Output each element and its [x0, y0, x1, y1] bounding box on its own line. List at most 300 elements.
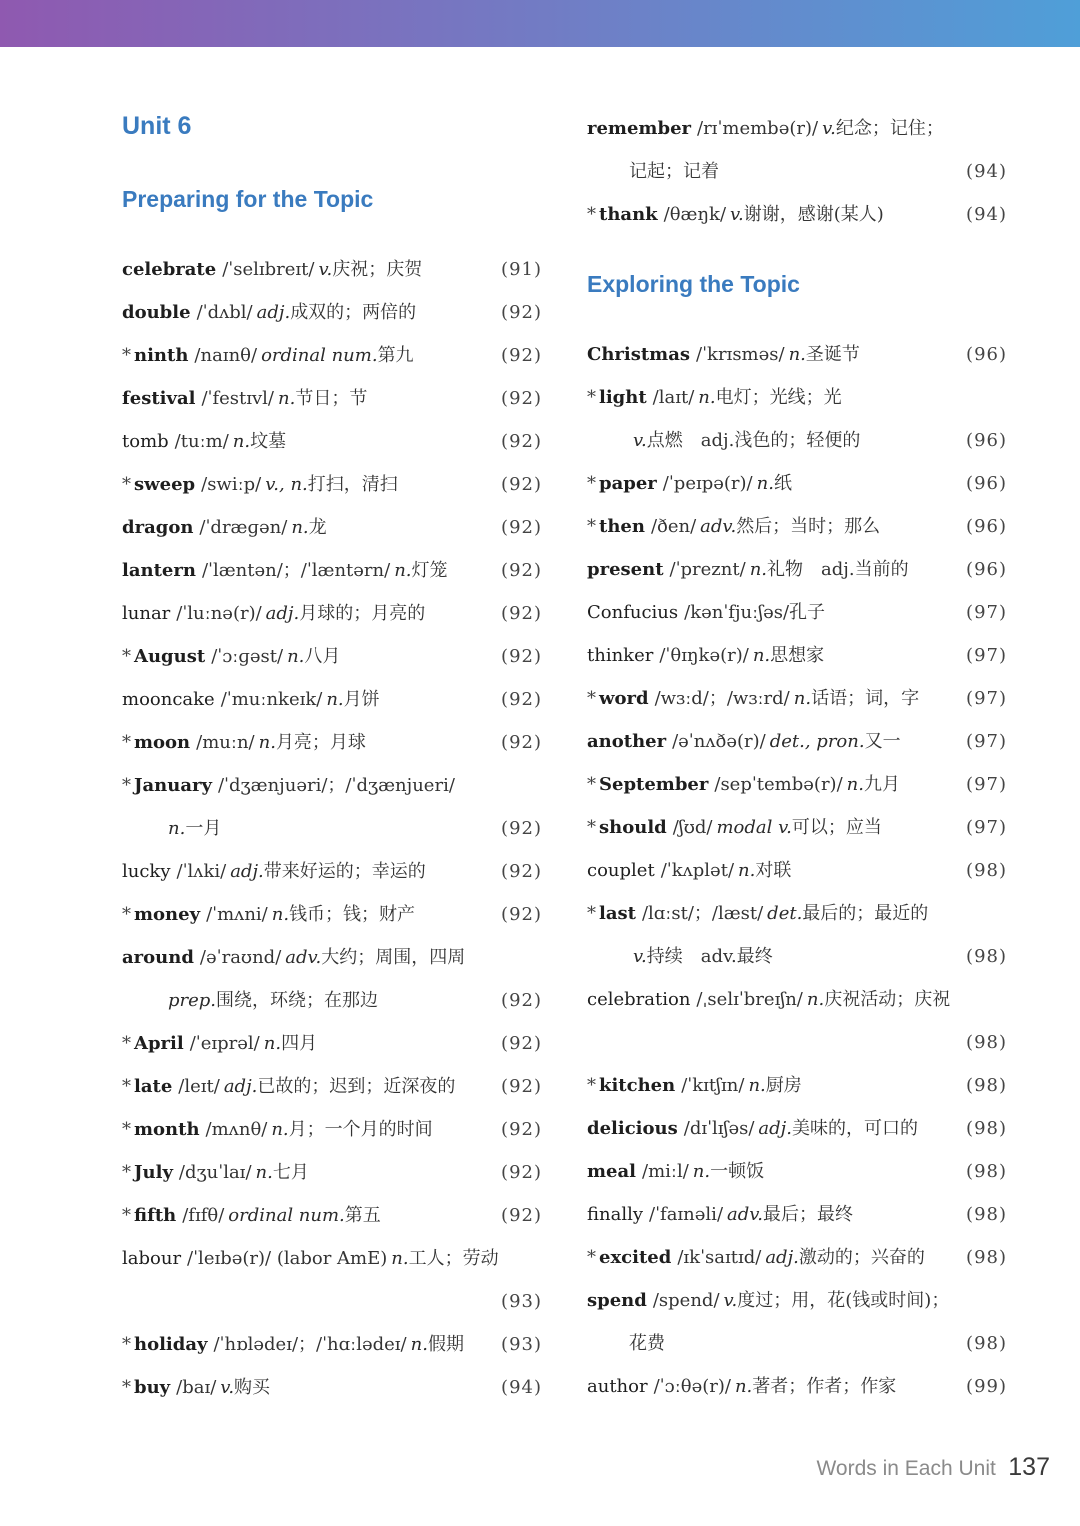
headword: then — [599, 516, 645, 537]
phonetic: /ˈpreznt/ — [669, 559, 746, 580]
phonetic: /kənˈfjuːʃəs/ — [684, 602, 790, 623]
part-of-speech: adj. — [223, 1076, 258, 1097]
chinese-meaning: 九月 — [863, 774, 900, 795]
phonetic: /ˈfaɪnəli/ — [649, 1204, 724, 1225]
page-reference: (92) — [501, 689, 542, 710]
entry-body — [122, 377, 367, 420]
page-reference: (98) — [966, 860, 1007, 881]
headword: around — [122, 947, 194, 968]
part-of-speech: n. — [258, 732, 276, 753]
phonetic: /spend/ — [652, 1290, 720, 1311]
phonetic: /baɪ/ — [176, 1377, 217, 1398]
new-word-marker: * — [122, 1076, 131, 1097]
phonetic: /ˈeɪprəl/ — [189, 1033, 260, 1054]
entry-body — [587, 720, 901, 763]
entry-body — [587, 1279, 949, 1322]
page-reference: (96) — [966, 473, 1007, 494]
page-reference: (92) — [501, 560, 542, 581]
chinese-meaning: 最后；最终 — [763, 1204, 854, 1225]
phonetic: /ˈdræɡən/ — [199, 517, 288, 538]
page-reference: (92) — [501, 1205, 542, 1226]
page-reference: (92) — [501, 904, 542, 925]
vocab-entry — [122, 1237, 542, 1280]
entry-body — [122, 979, 378, 1022]
phonetic: /ˈluːnə(r)/ — [176, 603, 262, 624]
chinese-meaning: 思想家 — [770, 645, 825, 666]
new-word-marker: * — [587, 1075, 596, 1096]
chinese-meaning: 围绕，环绕；在那边 — [216, 990, 379, 1011]
vocab-entry — [587, 419, 1007, 462]
part-of-speech: adj. — [230, 861, 264, 882]
phonetic: /ˈɔːθə(r)/ — [653, 1376, 731, 1397]
page-reference: (98) — [966, 1247, 1007, 1268]
entry-body — [122, 936, 465, 979]
headword: another — [587, 731, 667, 752]
entry-body — [122, 291, 416, 334]
headword: couplet — [587, 860, 655, 881]
part-of-speech: modal v. — [716, 817, 792, 838]
part-of-speech: v. — [723, 1290, 738, 1311]
chinese-meaning: 月亮；月球 — [275, 732, 366, 753]
phonetic: /ˈlʌki/ — [176, 861, 227, 882]
page-reference: (98) — [966, 1032, 1007, 1053]
chinese-meaning: 持续 adv.最终 — [646, 946, 773, 967]
chinese-meaning: 第五 — [344, 1205, 381, 1226]
section-title-exploring: Exploring the Topic — [587, 271, 800, 297]
phonetic: /ˈmʌni/ — [206, 904, 268, 925]
vocab-entry — [587, 1107, 1007, 1150]
phonetic: /mʌnθ/ — [205, 1119, 268, 1140]
vocab-entry — [122, 1194, 542, 1237]
headword: Confucius — [587, 602, 679, 623]
phonetic: /muːn/ — [196, 732, 255, 753]
page-reference: (98) — [966, 1333, 1007, 1354]
headword: thinker — [587, 645, 654, 666]
vocab-entry — [587, 1322, 1007, 1365]
chinese-meaning: 假期 — [427, 1334, 464, 1355]
entry-body — [587, 150, 719, 193]
part-of-speech: adj. — [758, 1118, 792, 1139]
phonetic: /leɪt/ — [178, 1076, 220, 1097]
page-reference: (97) — [966, 645, 1007, 666]
chinese-meaning: 度过；用，花(钱或时间)； — [737, 1290, 950, 1311]
page-reference: (92) — [501, 1162, 542, 1183]
page-reference: (92) — [501, 517, 542, 538]
part-of-speech: n. — [291, 517, 309, 538]
entry-body — [587, 591, 825, 634]
part-of-speech: det. — [767, 903, 803, 924]
vocab-entry — [122, 506, 542, 549]
phonetic: /ˈkɪtʃɪn/ — [681, 1075, 745, 1096]
phonetic: /əˈnʌðə(r)/ — [672, 731, 766, 752]
vocab-entry — [587, 150, 1007, 193]
unit-title: Unit 6 — [122, 112, 192, 140]
entry-body — [587, 806, 882, 849]
phonetic: /ʃʊd/ — [672, 817, 713, 838]
new-word-marker: * — [587, 903, 596, 924]
entry-body — [587, 333, 860, 376]
chinese-meaning: 孔子 — [789, 602, 826, 623]
part-of-speech: n. — [394, 560, 412, 581]
chinese-meaning: 谢谢，感谢(某人) — [743, 204, 884, 225]
phonetic: /ˈfestɪvl/ — [201, 388, 274, 409]
chinese-meaning: 节日；节 — [295, 388, 368, 409]
entry-body — [587, 1064, 802, 1107]
headword: last — [599, 903, 636, 924]
part-of-speech: n. — [271, 1119, 289, 1140]
chinese-meaning: 纪念；记住； — [835, 118, 944, 139]
entry-body — [122, 635, 340, 678]
page-reference: (92) — [501, 990, 542, 1011]
chinese-meaning: 购买 — [234, 1377, 271, 1398]
entry-body — [587, 1107, 918, 1150]
headword: remember — [587, 118, 692, 139]
entry-body — [587, 1150, 764, 1193]
vocab-entry — [587, 978, 1007, 1021]
vocab-entry — [122, 979, 542, 1022]
vocab-entry — [122, 893, 542, 936]
entry-body — [122, 807, 221, 850]
page-reference: (97) — [966, 817, 1007, 838]
headword: present — [587, 559, 664, 580]
headword: mooncake — [122, 689, 215, 710]
new-word-marker: * — [122, 732, 131, 753]
new-word-marker: * — [587, 688, 596, 709]
vocab-entry — [587, 634, 1007, 677]
page-reference: (92) — [501, 345, 542, 366]
vocab-entry — [587, 107, 1007, 150]
entry-body — [122, 334, 414, 377]
part-of-speech: prep. — [168, 990, 217, 1011]
page-reference: (93) — [501, 1291, 542, 1312]
part-of-speech: n. — [748, 1075, 766, 1096]
vocab-entry — [587, 462, 1007, 505]
chinese-meaning: 又一 — [864, 731, 901, 752]
entry-body — [587, 1365, 896, 1408]
phonetic: /laɪt/ — [652, 387, 695, 408]
headword: kitchen — [599, 1075, 676, 1096]
chinese-meaning: 灯笼 — [411, 560, 448, 581]
page-reference: (98) — [966, 1204, 1007, 1225]
phonetic: /rɪˈmembə(r)/ — [697, 118, 819, 139]
part-of-speech: ordinal num. — [228, 1205, 345, 1226]
phonetic: /ˈmuːnkeɪk/ — [220, 689, 323, 710]
phonetic: /ˈhɒlədeɪ/；/ˈhɑːlədeɪ/ — [213, 1334, 407, 1355]
chinese-meaning: 大约；周围，四周 — [321, 947, 466, 968]
vocab-entry — [587, 591, 1007, 634]
chinese-meaning: 龙 — [308, 517, 327, 538]
new-word-marker: * — [587, 516, 596, 537]
headword: ninth — [134, 345, 189, 366]
chinese-meaning: 点燃 adj.浅色的；轻便的 — [646, 430, 861, 451]
headword: light — [599, 387, 647, 408]
phonetic: /lɑːst/；/læst/ — [641, 903, 764, 924]
headword: paper — [599, 473, 657, 494]
page-reference: (98) — [966, 946, 1007, 967]
part-of-speech: v. — [633, 946, 647, 967]
chinese-meaning: 美味的，可口的 — [791, 1118, 918, 1139]
phonetic: /ˈkrɪsməs/ — [696, 344, 785, 365]
chinese-meaning: 著者；作者；作家 — [752, 1376, 897, 1397]
vocab-entry — [587, 1064, 1007, 1107]
chinese-meaning: 记起；记着 — [629, 161, 719, 182]
vocab-entry — [587, 935, 1007, 978]
part-of-speech: adv. — [727, 1204, 764, 1225]
vocab-entry — [587, 548, 1007, 591]
page-reference: (92) — [501, 732, 542, 753]
chinese-meaning: 庆祝；庆贺 — [332, 259, 423, 280]
entry-body — [587, 1322, 665, 1365]
vocab-entry — [122, 635, 542, 678]
vocab-entry — [122, 678, 542, 721]
page-reference: (96) — [966, 344, 1007, 365]
right-top-entry-list — [587, 107, 1007, 236]
chinese-meaning: 礼物 adj.当前的 — [767, 559, 909, 580]
phonetic: /ˈpeɪpə(r)/ — [662, 473, 753, 494]
vocab-entry — [587, 1236, 1007, 1279]
entry-body — [122, 592, 425, 635]
phonetic: /θæŋk/ — [663, 204, 727, 225]
vocab-entry — [587, 505, 1007, 548]
right-entry-list — [587, 333, 1007, 1408]
part-of-speech: v. — [822, 118, 836, 139]
part-of-speech: n. — [410, 1334, 428, 1355]
vocab-entry — [587, 376, 1007, 419]
vocab-entry — [122, 1280, 542, 1323]
new-word-marker: * — [122, 1377, 131, 1398]
new-word-marker: * — [122, 1162, 131, 1183]
entry-body — [587, 763, 900, 806]
entry-body — [587, 107, 944, 150]
vocab-entry — [587, 333, 1007, 376]
part-of-speech: ordinal num. — [261, 345, 378, 366]
headword: celebrate — [122, 259, 217, 280]
phonetic: /swiːp/ — [201, 474, 262, 495]
chinese-meaning: 七月 — [272, 1162, 309, 1183]
part-of-speech: det., pron. — [769, 731, 865, 752]
chinese-meaning: 已故的；迟到；近深夜的 — [257, 1076, 456, 1097]
page-reference: (92) — [501, 1076, 542, 1097]
phonetic: /miːl/ — [642, 1161, 689, 1182]
phonetic: /sepˈtembə(r)/ — [714, 774, 843, 795]
footer-page-number: 137 — [1008, 1453, 1050, 1481]
vocab-entry — [122, 291, 542, 334]
new-word-marker: * — [587, 473, 596, 494]
phonetic: /fɪfθ/ — [182, 1205, 225, 1226]
new-word-marker: * — [122, 904, 131, 925]
headword: August — [134, 646, 206, 667]
new-word-marker: * — [587, 774, 596, 795]
phonetic: /əˈraʊnd/ — [199, 947, 282, 968]
headword: meal — [587, 1161, 636, 1182]
phonetic: /ɪkˈsaɪtɪd/ — [677, 1247, 762, 1268]
new-word-marker: * — [122, 1119, 131, 1140]
phonetic: /ˈdʒænjuəri/；/ˈdʒænjueri/ — [217, 775, 455, 796]
entry-body — [587, 892, 928, 935]
entry-body — [587, 548, 909, 591]
chinese-meaning: 月球的；月亮的 — [299, 603, 426, 624]
page-reference: (97) — [966, 774, 1007, 795]
header-gradient-bar — [0, 0, 1080, 47]
page-reference: (92) — [501, 818, 542, 839]
vocab-entry — [122, 463, 542, 506]
chinese-meaning: 圣诞节 — [805, 344, 860, 365]
vocab-entry — [122, 1022, 542, 1065]
part-of-speech: n. — [846, 774, 864, 795]
part-of-speech: v., n. — [265, 474, 308, 495]
page-reference: (97) — [966, 688, 1007, 709]
part-of-speech: n. — [278, 388, 296, 409]
vocab-entry — [587, 763, 1007, 806]
part-of-speech: n. — [168, 818, 186, 839]
chinese-meaning: 厨房 — [765, 1075, 802, 1096]
part-of-speech: adv. — [700, 516, 737, 537]
part-of-speech: n. — [698, 387, 716, 408]
vocab-entry — [122, 1323, 542, 1366]
headword: month — [134, 1119, 200, 1140]
part-of-speech: n. — [752, 645, 771, 666]
headword: holiday — [134, 1334, 208, 1355]
headword: lucky — [122, 861, 171, 882]
section-title-preparing: Preparing for the Topic — [122, 186, 374, 212]
phonetic: /ˈkʌplət/ — [660, 860, 735, 881]
part-of-speech: n. — [806, 989, 825, 1010]
headword: sweep — [134, 474, 196, 495]
new-word-marker: * — [122, 474, 131, 495]
entry-body — [587, 193, 884, 236]
headword: April — [134, 1033, 184, 1054]
chinese-meaning: 四月 — [281, 1033, 318, 1054]
page-reference: (92) — [501, 646, 542, 667]
headword: tomb — [122, 431, 169, 452]
entry-body — [122, 248, 422, 291]
page-reference: (94) — [501, 1377, 542, 1398]
headword: should — [599, 817, 667, 838]
vocab-entry — [122, 248, 542, 291]
part-of-speech: n. — [287, 646, 305, 667]
chinese-meaning: 打扫，清扫 — [307, 474, 398, 495]
vocab-entry — [587, 677, 1007, 720]
headword: labour — [122, 1248, 182, 1269]
part-of-speech: adj. — [256, 302, 291, 323]
entry-body — [587, 505, 880, 548]
headword: July — [134, 1162, 173, 1183]
phonetic: /ˈθɪŋkə(r)/ — [659, 645, 749, 666]
headword: word — [599, 688, 649, 709]
page-reference: (98) — [966, 1118, 1007, 1139]
new-word-marker: * — [122, 1033, 131, 1054]
vocab-entry — [587, 1150, 1007, 1193]
part-of-speech: adv. — [285, 947, 322, 968]
page-footer — [816, 1453, 1050, 1482]
entry-body — [587, 419, 860, 462]
page-reference: (92) — [501, 431, 542, 452]
entry-body — [122, 549, 448, 592]
entry-body — [122, 1237, 499, 1280]
part-of-speech: v. — [220, 1377, 235, 1398]
chinese-meaning: 一顿饭 — [710, 1161, 765, 1182]
vocab-entry — [122, 1366, 542, 1409]
vocab-entry — [122, 334, 542, 377]
chinese-meaning: 月；一个月的时间 — [288, 1119, 433, 1140]
page-reference: (92) — [501, 1033, 542, 1054]
page-reference: (92) — [501, 603, 542, 624]
entry-body — [587, 935, 773, 978]
headword: Christmas — [587, 344, 691, 365]
vocab-entry — [122, 1108, 542, 1151]
chinese-meaning: 电灯；光线；光 — [715, 387, 842, 408]
headword: lantern — [122, 560, 196, 581]
phonetic: /ðen/ — [650, 516, 697, 537]
part-of-speech: v. — [633, 430, 647, 451]
entry-body — [122, 1194, 381, 1237]
page-reference: (96) — [966, 516, 1007, 537]
phonetic: /ˌselɪˈbreɪʃn/ — [696, 989, 803, 1010]
vocab-entry — [587, 1279, 1007, 1322]
vocab-entry — [587, 892, 1007, 935]
headword: celebration — [587, 989, 691, 1010]
entry-body — [122, 463, 398, 506]
vocab-entry — [122, 377, 542, 420]
part-of-speech: v. — [730, 204, 744, 225]
headword: festival — [122, 388, 196, 409]
page-reference: (96) — [966, 430, 1007, 451]
headword: lunar — [122, 603, 171, 624]
chinese-meaning: 八月 — [304, 646, 341, 667]
vocab-entry — [122, 850, 542, 893]
chinese-meaning: 花费 — [629, 1333, 665, 1354]
entry-body — [122, 1151, 309, 1194]
new-word-marker: * — [587, 1247, 596, 1268]
part-of-speech: n. — [255, 1162, 273, 1183]
chinese-meaning: 工人；劳动 — [408, 1248, 499, 1269]
headword: money — [134, 904, 201, 925]
phonetic: /ˈɔːɡəst/ — [211, 646, 284, 667]
page-reference: (99) — [966, 1376, 1007, 1397]
footer-label: Words in Each Unit — [816, 1457, 996, 1480]
new-word-marker: * — [587, 387, 596, 408]
new-word-marker: * — [122, 646, 131, 667]
page-reference: (92) — [501, 861, 542, 882]
chinese-meaning: 激动的；兴奋的 — [798, 1247, 925, 1268]
phonetic: /dʒuˈlaɪ/ — [178, 1162, 252, 1183]
part-of-speech: adj. — [265, 603, 300, 624]
part-of-speech: n. — [271, 904, 290, 925]
page-reference: (92) — [501, 474, 542, 495]
vocab-entry — [122, 807, 542, 850]
vocab-entry — [122, 592, 542, 635]
new-word-marker: * — [587, 817, 596, 838]
headword: buy — [134, 1377, 171, 1398]
vocab-entry — [122, 721, 542, 764]
entry-body — [587, 1193, 853, 1236]
phonetic: /tuːm/ — [174, 431, 229, 452]
headword: excited — [599, 1247, 672, 1268]
headword: late — [134, 1076, 173, 1097]
part-of-speech: n. — [788, 344, 806, 365]
phonetic: /naɪnθ/ — [194, 345, 258, 366]
page-reference: (98) — [966, 1075, 1007, 1096]
chinese-meaning: 纸 — [773, 473, 792, 494]
chinese-meaning: 可以；应当 — [791, 817, 882, 838]
headword: thank — [599, 204, 658, 225]
entry-body — [122, 1065, 455, 1108]
vocab-entry — [587, 720, 1007, 763]
entry-body — [587, 634, 824, 677]
vocab-entry — [122, 549, 542, 592]
entry-body — [122, 1323, 464, 1366]
entry-body — [122, 420, 286, 463]
